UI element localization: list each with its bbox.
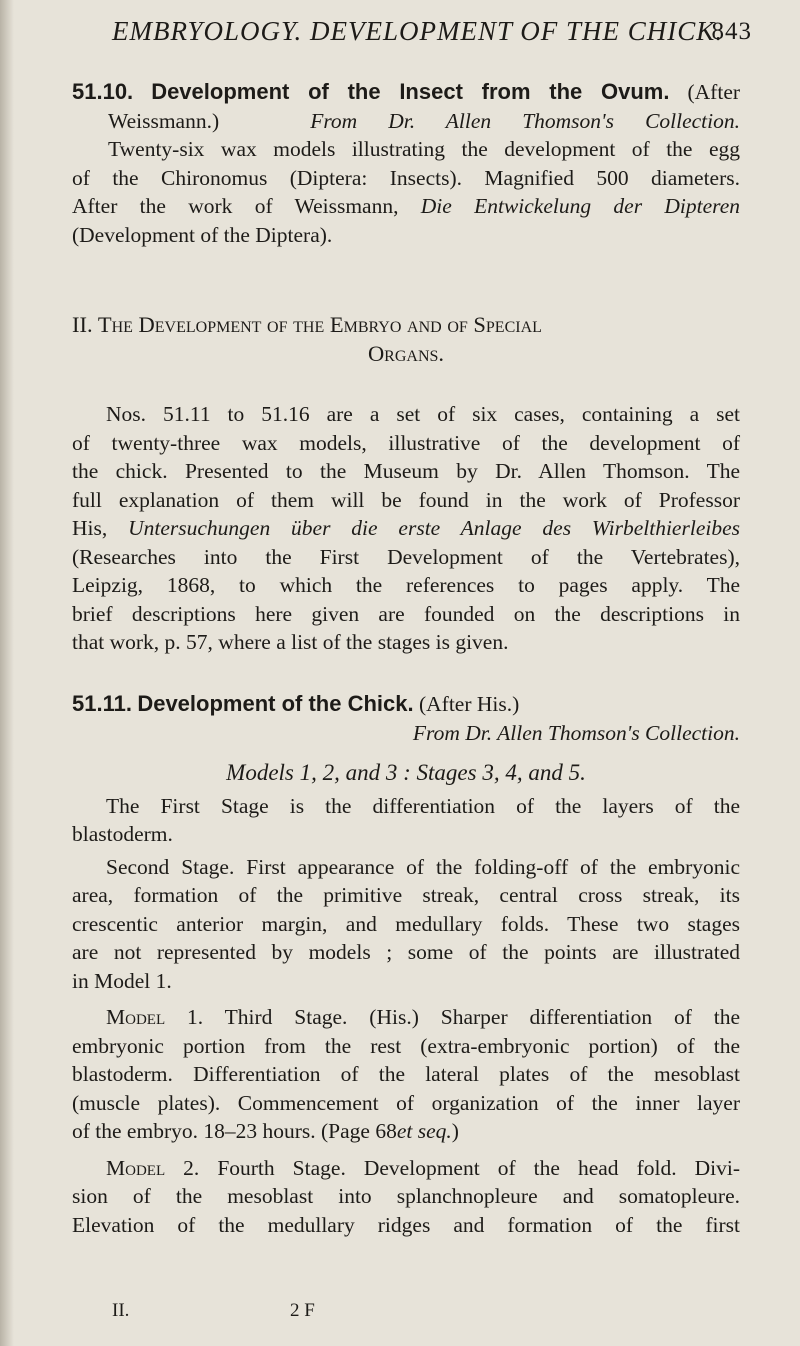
text-line: sion of the mesoblast into splanchnopleure and somatopleure. [72, 1184, 740, 1208]
text-line: Second Stage. First appearance of the folding-off of the embryonic [106, 854, 740, 879]
text-line: full explanation of them will be found in the work of Professor [72, 487, 740, 512]
book-title: Die Entwickelung der Dipteren [420, 194, 740, 218]
text-line: of the embryo. 18–23 hours. (Page 68 [72, 1119, 397, 1143]
text-line: embryonic portion from the rest (extra-embryonic portion) of the [72, 1033, 740, 1058]
models-heading: Models 1, 2, and 3 : Stages 3, 4, and 5. [226, 760, 586, 785]
entry-number: 51.10. [72, 79, 134, 104]
text-line: (Researches into the First Development of the Vertebrates), [72, 544, 740, 569]
section-heading-line: Organs. [367, 341, 445, 366]
text-line: (Development of the Diptera). [72, 222, 333, 247]
text-line: blastoderm. [72, 822, 173, 846]
text-line: crescentic anterior margin, and medullary folds. These two stages [72, 911, 740, 936]
volume-number: II. [112, 1300, 130, 1321]
text-line: are not represented by models ; some of the points are illustrated [72, 940, 740, 964]
entry-number: 51.11. [72, 691, 132, 716]
entry-51-10 [72, 78, 740, 249]
text-line: Fourth Stage. Development of the head fold. Divi- [217, 1155, 741, 1180]
text-line: in Model 1. [72, 968, 172, 993]
text-line: After the work of Weissmann, [72, 194, 399, 218]
entry-51-11 [72, 690, 740, 1239]
text-line: Nos. 51.11 to 51.16 are a set of six cases, containing a set [106, 402, 740, 426]
entry-heading: Development of the Chick. [137, 691, 414, 716]
book-title: Untersuchungen über die erste Anlage des Wirbelthierleibes [128, 516, 740, 540]
text-line: Elevation of the medullary ridges and formation of the first [72, 1212, 740, 1237]
text-line: of twenty-three wax models, illustrative of the development of [72, 430, 740, 455]
entry-heading: Development of the Insect from the Ovum. [151, 79, 670, 104]
entry-after: (After [687, 80, 741, 104]
entry-source: From Dr. Allen Thomson's Collection. [310, 108, 741, 133]
model-label: Model 1. [106, 1005, 204, 1029]
section-heading-line: II. The Development of the Embryo and of Special [72, 312, 542, 337]
running-title: EMBRYOLOGY. DEVELOPMENT OF THE CHICK. [112, 16, 724, 46]
signature-mark: 2 F [290, 1300, 315, 1321]
text-line: Third Stage. (His.) Sharper differentiation of the [224, 1005, 741, 1029]
entry-source: From Dr. Allen Thomson's Collection. [412, 720, 740, 745]
text-line: Leipzig, 1868, to which the references to pages apply. The [72, 573, 740, 597]
entry-after: (After His.) [418, 692, 520, 716]
text-line: of the Chironomus (Diptera: Insects). Magnified 500 diameters. [72, 165, 740, 190]
binding-shadow [0, 0, 14, 1346]
section-heading [72, 310, 740, 368]
text-line: ) [451, 1119, 459, 1143]
model-label: Model 2. [106, 1155, 200, 1180]
text-line: Twenty-six wax models illustrating the development of the egg [108, 137, 740, 161]
page-footer [112, 1300, 392, 1322]
running-header [112, 10, 752, 54]
text-line: His, [72, 516, 108, 540]
text-line: brief descriptions here given are founded on the descriptions in [72, 601, 740, 626]
text-line: the chick. Presented to the Museum by Dr. Allen Thomson. The [72, 459, 740, 483]
intro-paragraph [72, 400, 740, 657]
text-line: area, formation of the primitive streak, central cross streak, its [72, 883, 740, 907]
text-line: that work, p. 57, where a list of the stages is given. [72, 630, 509, 654]
entry-author: Weissmann.) [108, 108, 220, 133]
text-line: blastoderm. Differentiation of the lateral plates of the mesoblast [72, 1062, 740, 1086]
page-number: 843 [711, 18, 752, 45]
text-line: (muscle plates). Commencement of organization of the inner layer [72, 1090, 740, 1115]
text-line: The First Stage is the differentiation of the layers of the [106, 793, 740, 818]
latin-phrase: et seq. [396, 1119, 452, 1143]
